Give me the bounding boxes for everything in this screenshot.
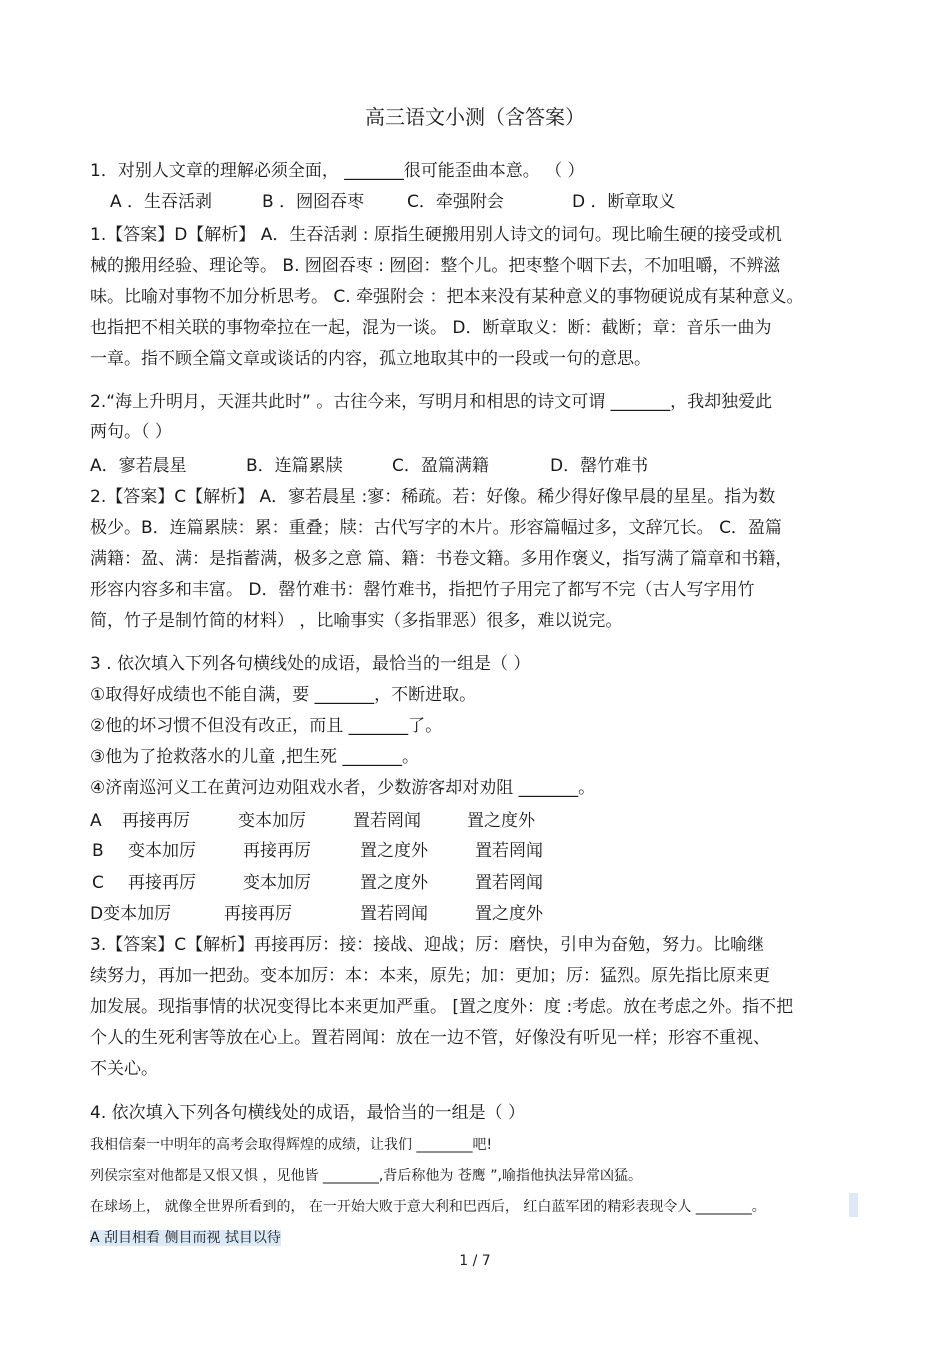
q3-answer-line: 3.【答案】C【解析】再接再厉：接：接战、迎战；厉：磨快，引申为奋勉，努力。比喻继 (90, 935, 765, 955)
q3-option-letter: C (92, 873, 104, 893)
q3-option-letter: D变本加厉 (90, 904, 172, 924)
q3-option-cell: 置若罔闻 (353, 811, 421, 831)
q3-sentence: ②他的坏习惯不但没有改正，而且 _______了。 (90, 716, 443, 736)
q3-option-cell: 再接再厉 (224, 904, 292, 924)
q1-option-a: A ．生吞活剥 (110, 192, 213, 212)
q1-option-b: B ．囫囵吞枣 (262, 192, 365, 212)
q3-option-cell: 置之度外 (475, 904, 543, 924)
selected-text[interactable]: A 刮目相看 侧目而视 拭目以待 (90, 1230, 281, 1246)
q3-answer-line: 加发展。现指事情的状况变得比本来更加严重。 [置之度外：度 :考虑。放在考虑之外。指不把 (90, 997, 794, 1017)
q3-option-letter: B (92, 841, 104, 861)
q3-option-cell: 置若罔闻 (475, 841, 543, 861)
q2-answer-line: 2.【答案】C【解析】 A．寥若晨星 :寥：稀疏。若：好像。稀少得好像早晨的星星。指为数 (90, 487, 776, 507)
q3-option-cell: 置之度外 (360, 873, 428, 893)
q3-option-cell: 再接再厉 (243, 841, 311, 861)
q4-sentence: 列侯宗室对他都是又恨又惧 ，见他皆 ________,背后称他为 苍鹰 ”,喻指他执法异常凶猛。 (90, 1168, 642, 1184)
q3-answer-line: 不关心。 (90, 1059, 158, 1079)
q3-option-cell: 置之度外 (360, 841, 428, 861)
q1-option-c: C．牵强附会 (407, 192, 504, 212)
q2-answer-line: 形容内容多和丰富。 D．罄竹难书：罄竹难书，指把竹子用完了都写不完（古人写字用竹 (90, 580, 755, 600)
q4-option-line (90, 1228, 281, 1248)
page-title: 高三语文小测（含答案） (365, 105, 585, 129)
q3-option-cell: 变本加厉 (243, 873, 311, 893)
q3-option-cell: 变本加厉 (238, 811, 306, 831)
q3-sentence: ④济南巡河义工在黄河边劝阻戏水者，少数游客却对劝阻 _______。 (90, 778, 596, 798)
question-3-stem: 3 . 依次填入下列各句横线处的成语，最恰当的一组是（ ） (90, 654, 531, 674)
q4-sentence: 在球场上， 就像全世界所看到的， 在一开始大败于意大利和巴西后， 红白蓝军团的精彩表现令人 ________。 (90, 1199, 766, 1215)
page-number: 1 / 7 (459, 1253, 491, 1269)
question-4-stem: 4. 依次填入下列各句横线处的成语，最恰当的一组是（ ） (90, 1103, 526, 1123)
q2-answer-line: 简，竹子是制竹简的材料） ，比喻事实（多指罪恶）很多，难以说完。 (90, 611, 623, 631)
q3-option-cell: 变本加厉 (128, 841, 196, 861)
q3-option-cell: 置若罔闻 (475, 873, 543, 893)
q1-answer-line: 1.【答案】D【解析】 A．生吞活剥 : 原指生硬搬用别人诗文的词句。现比喻生硬的接受或机 (90, 225, 782, 245)
q3-option-cell: 再接再厉 (128, 873, 196, 893)
q4-sentence: 我相信秦一中明年的高考会取得辉煌的成绩，让我们 ________吧! (90, 1137, 493, 1153)
q3-answer-line: 个人的生死利害等放在心上。置若罔闻：放在一边不管，好像没有听见一样；形容不重视、 (90, 1028, 770, 1048)
q1-answer-line: 也指把不相关联的事物牵拉在一起，混为一谈。 D．断章取义：断：截断；章：音乐一曲为 (90, 318, 772, 338)
text-selection-highlight (849, 1193, 858, 1217)
q1-answer-line: 味。比喻对事物不加分析思考。 C. 牵强附会 ：把本来没有某种意义的事物硬说成有某种意义。 (90, 287, 804, 307)
q2-option-a: A．寥若晨星 (90, 456, 187, 476)
q1-answer-line: 一章。指不顾全篇文章或谈话的内容，孤立地取其中的一段或一句的意思。 (90, 349, 651, 369)
q3-sentence: ①取得好成绩也不能自满，要 _______，不断进取。 (90, 685, 477, 705)
question-2-stem-line: 两句。（ ） (90, 422, 172, 442)
q1-option-d: D ．断章取义 (572, 192, 676, 212)
q3-option-cell: 置之度外 (467, 811, 535, 831)
q2-option-d: D．罄竹难书 (550, 456, 649, 476)
q2-answer-line: 满籍：盈、满：是指蓄满，极多之意 篇、籍：书卷文籍。多用作褒义，指写满了篇章和书籍， (90, 549, 793, 569)
question-2-stem-line: 2.“海上升明月，天涯共此时” 。古往今来，写明月和相思的诗文可谓 _______，我却独爱此 (90, 392, 773, 412)
q2-option-b: B．连篇累牍 (246, 456, 343, 476)
q1-answer-line: 械的搬用经验、理论等。 B. 囫囵吞枣 : 囫囵：整个儿。把枣整个咽下去，不加咀嚼，不辨滋 (90, 256, 781, 276)
question-1-stem: 1．对别人文章的理解必须全面， _______很可能歪曲本意。 （ ） (90, 161, 585, 181)
q3-sentence: ③他为了抢救落水的儿童 ,把生死 _______。 (90, 747, 419, 767)
q2-answer-line: 极少。B．连篇累牍：累：重叠；牍：古代写字的木片。形容篇幅过多，文辞冗长。 C．盈篇 (90, 518, 782, 538)
q3-option-cell: 再接再厉 (122, 811, 190, 831)
q3-answer-line: 续努力，再加一把劲。变本加厉：本：本来，原先；加：更加；厉：猛烈。原先指比原来更 (90, 966, 770, 986)
q3-option-letter: A (90, 811, 102, 831)
q3-option-cell: 置若罔闻 (360, 904, 428, 924)
q2-option-c: C．盈篇满籍 (392, 456, 489, 476)
